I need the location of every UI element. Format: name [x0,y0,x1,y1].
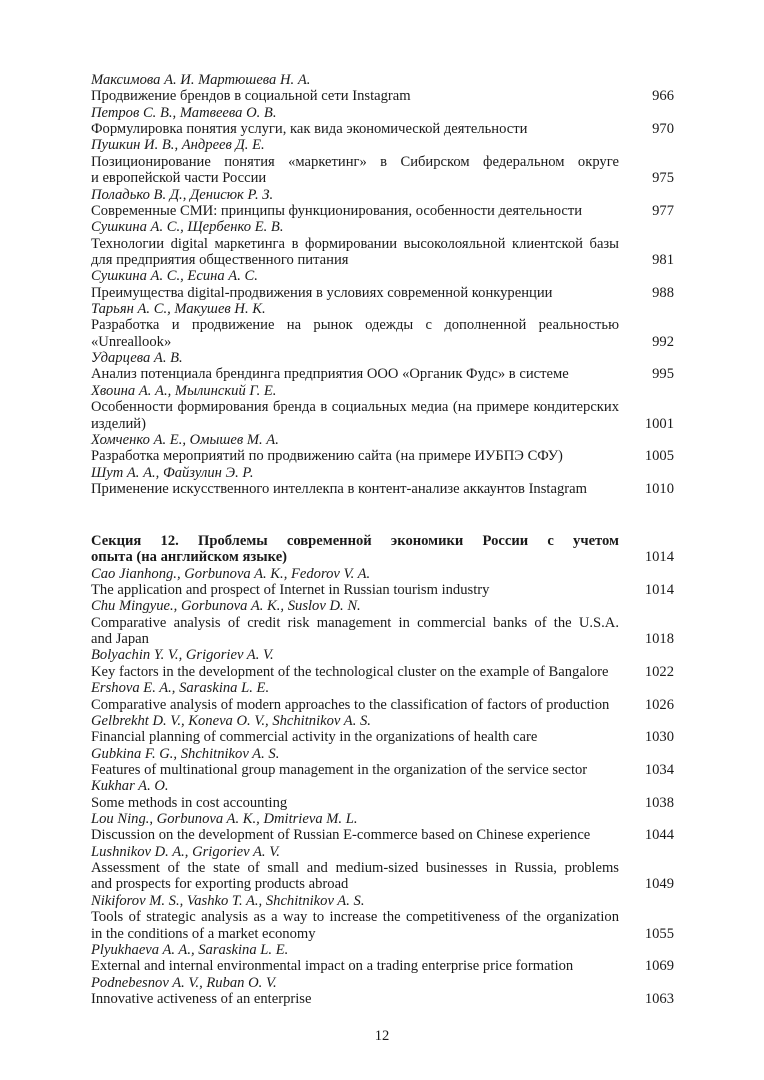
toc-authors [91,598,674,614]
toc-page-number: 988 [652,284,674,301]
toc-title-line [91,549,674,565]
toc-entry [91,432,674,465]
toc-authors [91,350,674,366]
toc-authors-text: Plyukhaeva A. A., Saraskina L. E. [91,941,289,958]
toc-page-number: 1034 [644,761,674,778]
toc-group-section-12 [91,566,674,1008]
toc-authors [91,566,674,582]
toc-entry [91,942,674,975]
toc-title-line [91,615,674,631]
toc-page-number: 1069 [644,958,674,975]
toc-title-text: Технологии digital маркетинга в формировании высоколояльной клиентской базы [91,235,619,252]
toc-page-number: 1055 [644,925,674,942]
toc-title-line [91,876,674,892]
toc-authors-text: Gelbrekht D. V., Koneva O. V., Shchitnikov A. S. [91,712,371,729]
toc-authors [91,975,674,991]
toc-entry [91,713,674,746]
toc-entry [91,268,674,301]
toc-entry [91,811,674,844]
toc-page-number: 1018 [644,631,674,648]
toc-title-text: «Unreallook» [91,333,172,350]
toc-title-text: Анализ потенциала брендинга предприятия ООО «Органик Фудс» в системе [91,366,569,383]
toc-page-number: 981 [652,251,674,268]
toc-title-text: Innovative activeness of an enterprise [91,991,312,1007]
toc-page-number: 1063 [644,991,674,1007]
toc-title-line [91,203,674,219]
toc-entry [91,746,674,779]
toc-title-text: Секция 12. Проблемы современной экономики России с учетом [91,532,619,549]
toc-title-line [91,582,674,598]
toc-title-line [91,664,674,680]
toc-entry [91,844,674,893]
toc-authors [91,301,674,317]
toc-title-text: Применение искусственного интеллекпа в контент-анализе аккаунтов Instagram [91,480,587,497]
toc-title-text: Формулировка понятия услуги, как вида экономической деятельности [91,121,528,138]
toc-entry [91,219,674,268]
toc-title-line [91,762,674,778]
toc-authors [91,383,674,399]
toc-title-line [91,252,674,268]
toc-title-text: and prospects for exporting products abroad [91,876,349,893]
toc-title-line [91,958,674,974]
toc-authors-text: Kukhar A. O. [91,778,169,795]
toc-title-text: External and internal environmental impact on a trading enterprise price formation [91,958,574,975]
toc-page-number: 1001 [644,415,674,432]
toc-authors-text: Nikiforov M. S., Vashko T. A., Shchitnikov A. S. [91,892,365,909]
toc-authors-text: Сушкина А. С., Щербенко Е. В. [91,219,284,236]
toc-entry [91,465,674,498]
toc-authors [91,465,674,481]
toc-authors-text: Петров С. В., Матвеева О. В. [91,104,277,121]
toc-entry [91,893,674,942]
toc-page-number: 1049 [644,876,674,893]
toc-page-number: 995 [652,366,674,383]
toc-title-text: Современные СМИ: принципы функционирования, особенности деятельности [91,202,583,219]
toc-entry [91,598,674,647]
toc-title-line [91,926,674,942]
toc-authors-text: Lushnikov D. A., Grigoriev A. V. [91,843,280,860]
toc-authors-text: Шут А. А., Файзулин Э. Р. [91,464,254,481]
toc-title-line [91,334,674,350]
toc-authors [91,268,674,284]
toc-title-text: Comparative analysis of credit risk management in commercial banks of the U.S.A. [91,614,619,631]
toc-title-text: Financial planning of commercial activity in the organizations of health care [91,729,538,746]
toc-title-text: Особенности формирования бренда в социальных медиа (на примере кондитерских [91,399,619,416]
toc-title-text: Tools of strategic analysis as a way to increase the competitiveness of the organization [91,909,619,926]
toc-title-line [91,909,674,925]
toc-title-text: Key factors in the development of the technological cluster on the example of Bangalore [91,663,609,680]
toc-title-line [91,121,674,137]
toc-title-text: Features of multinational group management in the organization of the service sector [91,761,588,778]
toc-entry [91,105,674,138]
toc-title-line [91,827,674,843]
toc-title-line [91,399,674,415]
toc-title-line [91,729,674,745]
toc-page-number: 977 [652,202,674,219]
toc-authors [91,432,674,448]
toc-entry [91,778,674,811]
toc-title-text: изделий) [91,415,146,432]
table-of-contents [91,72,674,1007]
toc-authors-text: Lou Ning., Gorbunova A. K., Dmitrieva M. L. [91,811,358,828]
toc-title-line [91,285,674,301]
toc-title-text: Assessment of the state of small and medium-sized businesses in Russia, problems [91,860,619,877]
toc-title-text: The application and prospect of Internet in Russian tourism industry [91,582,490,599]
toc-entry [91,72,674,105]
toc-authors [91,219,674,235]
toc-entry [91,680,674,713]
toc-title-text: и европейской части России [91,170,267,187]
toc-page-number: 1022 [644,663,674,680]
toc-title-text: in the conditions of a market economy [91,925,316,942]
toc-page-number: 1014 [644,549,674,566]
toc-title-text: для предприятия общественного питания [91,251,349,268]
toc-page-number: 970 [652,121,674,138]
toc-authors [91,811,674,827]
toc-page-number: 1038 [644,794,674,811]
toc-title-line [91,366,674,382]
toc-title-line [91,236,674,252]
toc-title-line [91,154,674,170]
toc-page-number: 992 [652,333,674,350]
toc-authors-text: Ударцева А. В. [91,350,183,367]
toc-entry [91,137,674,186]
toc-authors-text: Cao Jianhong., Gorbunova A. K., Fedorov V. A. [91,565,371,582]
toc-title-line [91,317,674,333]
toc-authors [91,680,674,696]
page-number: 12 [374,1028,390,1044]
toc-authors [91,713,674,729]
toc-entry [91,301,674,350]
toc-authors [91,72,674,88]
toc-authors [91,778,674,794]
toc-authors [91,647,674,663]
toc-authors-text: Chu Mingyue., Gorbunova A. K., Suslov D. N. [91,598,361,615]
toc-title-line [91,533,674,549]
toc-page-number: 1005 [644,448,674,465]
toc-authors-text: Хомченко А. Е., Омышев М. А. [91,431,279,448]
toc-page-number: 1026 [644,696,674,713]
section-heading [91,533,674,566]
toc-title-line [91,991,674,1007]
toc-authors [91,187,674,203]
toc-title-text: and Japan [91,631,149,648]
toc-title-text: Comparative analysis of modern approaches to the classification of factors of production [91,696,610,713]
toc-title-line [91,88,674,104]
toc-authors-text: Поладько В. Д., Денисюк Р. З. [91,186,274,203]
toc-authors-text: Тарьян А. С., Макушев Н. К. [91,301,266,318]
toc-title-line [91,795,674,811]
toc-title-line [91,416,674,432]
toc-entry [91,647,674,680]
toc-page-number: 966 [652,88,674,105]
toc-page-number: 1010 [644,480,674,497]
toc-entry [91,383,674,432]
toc-title-text: опыта (на английском языке) [91,549,288,566]
toc-page-number: 1044 [644,827,674,844]
toc-authors [91,746,674,762]
toc-title-line [91,481,674,497]
toc-page-number: 975 [652,170,674,187]
toc-authors [91,137,674,153]
toc-title-text: Some methods in cost accounting [91,794,288,811]
toc-authors [91,942,674,958]
toc-authors-text: Пушкин И. В., Андреев Д. Е. [91,137,265,154]
toc-title-line [91,170,674,186]
toc-title-text: Разработка и продвижение на рынок одежды с дополненной реальностью [91,317,619,334]
toc-entry [91,187,674,220]
toc-title-text: Преимущества digital-продвижения в условиях современной конкуренции [91,284,553,301]
toc-authors-text: Ershova E. A., Saraskina L. E. [91,680,270,697]
toc-entry [91,350,674,383]
toc-entry [91,975,674,1008]
toc-entry [91,566,674,599]
toc-authors-text: Максимова А. И. Мартюшева Н. А. [91,72,311,88]
toc-authors-text: Gubkina F. G., Shchitnikov A. S. [91,745,280,762]
toc-authors [91,105,674,121]
toc-title-line [91,448,674,464]
toc-authors [91,893,674,909]
toc-title-text: Discussion on the development of Russian E-commerce based on Chinese experience [91,827,591,844]
toc-title-text: Позиционирование понятия «маркетинг» в Сибирском федеральном округе [91,153,619,170]
toc-title-text: Продвижение брендов в социальной сети Instagram [91,88,411,105]
toc-authors-text: Podnebesnov A. V., Ruban O. V. [91,974,277,991]
toc-authors-text: Сушкина А. С., Есина А. С. [91,268,258,285]
toc-title-line [91,631,674,647]
toc-title-line [91,697,674,713]
toc-page-number: 1030 [644,729,674,746]
toc-authors-text: Хвоина А. А., Мылинский Г. Е. [91,382,277,399]
toc-authors [91,844,674,860]
toc-page-number: 1014 [644,582,674,599]
toc-group-section-11 [91,72,674,497]
toc-authors-text: Bolyachin Y. V., Grigoriev A. V. [91,647,274,664]
toc-title-line [91,860,674,876]
toc-title-text: Разработка мероприятий по продвижению сайта (на примере ИУБПЭ СФУ) [91,448,563,465]
